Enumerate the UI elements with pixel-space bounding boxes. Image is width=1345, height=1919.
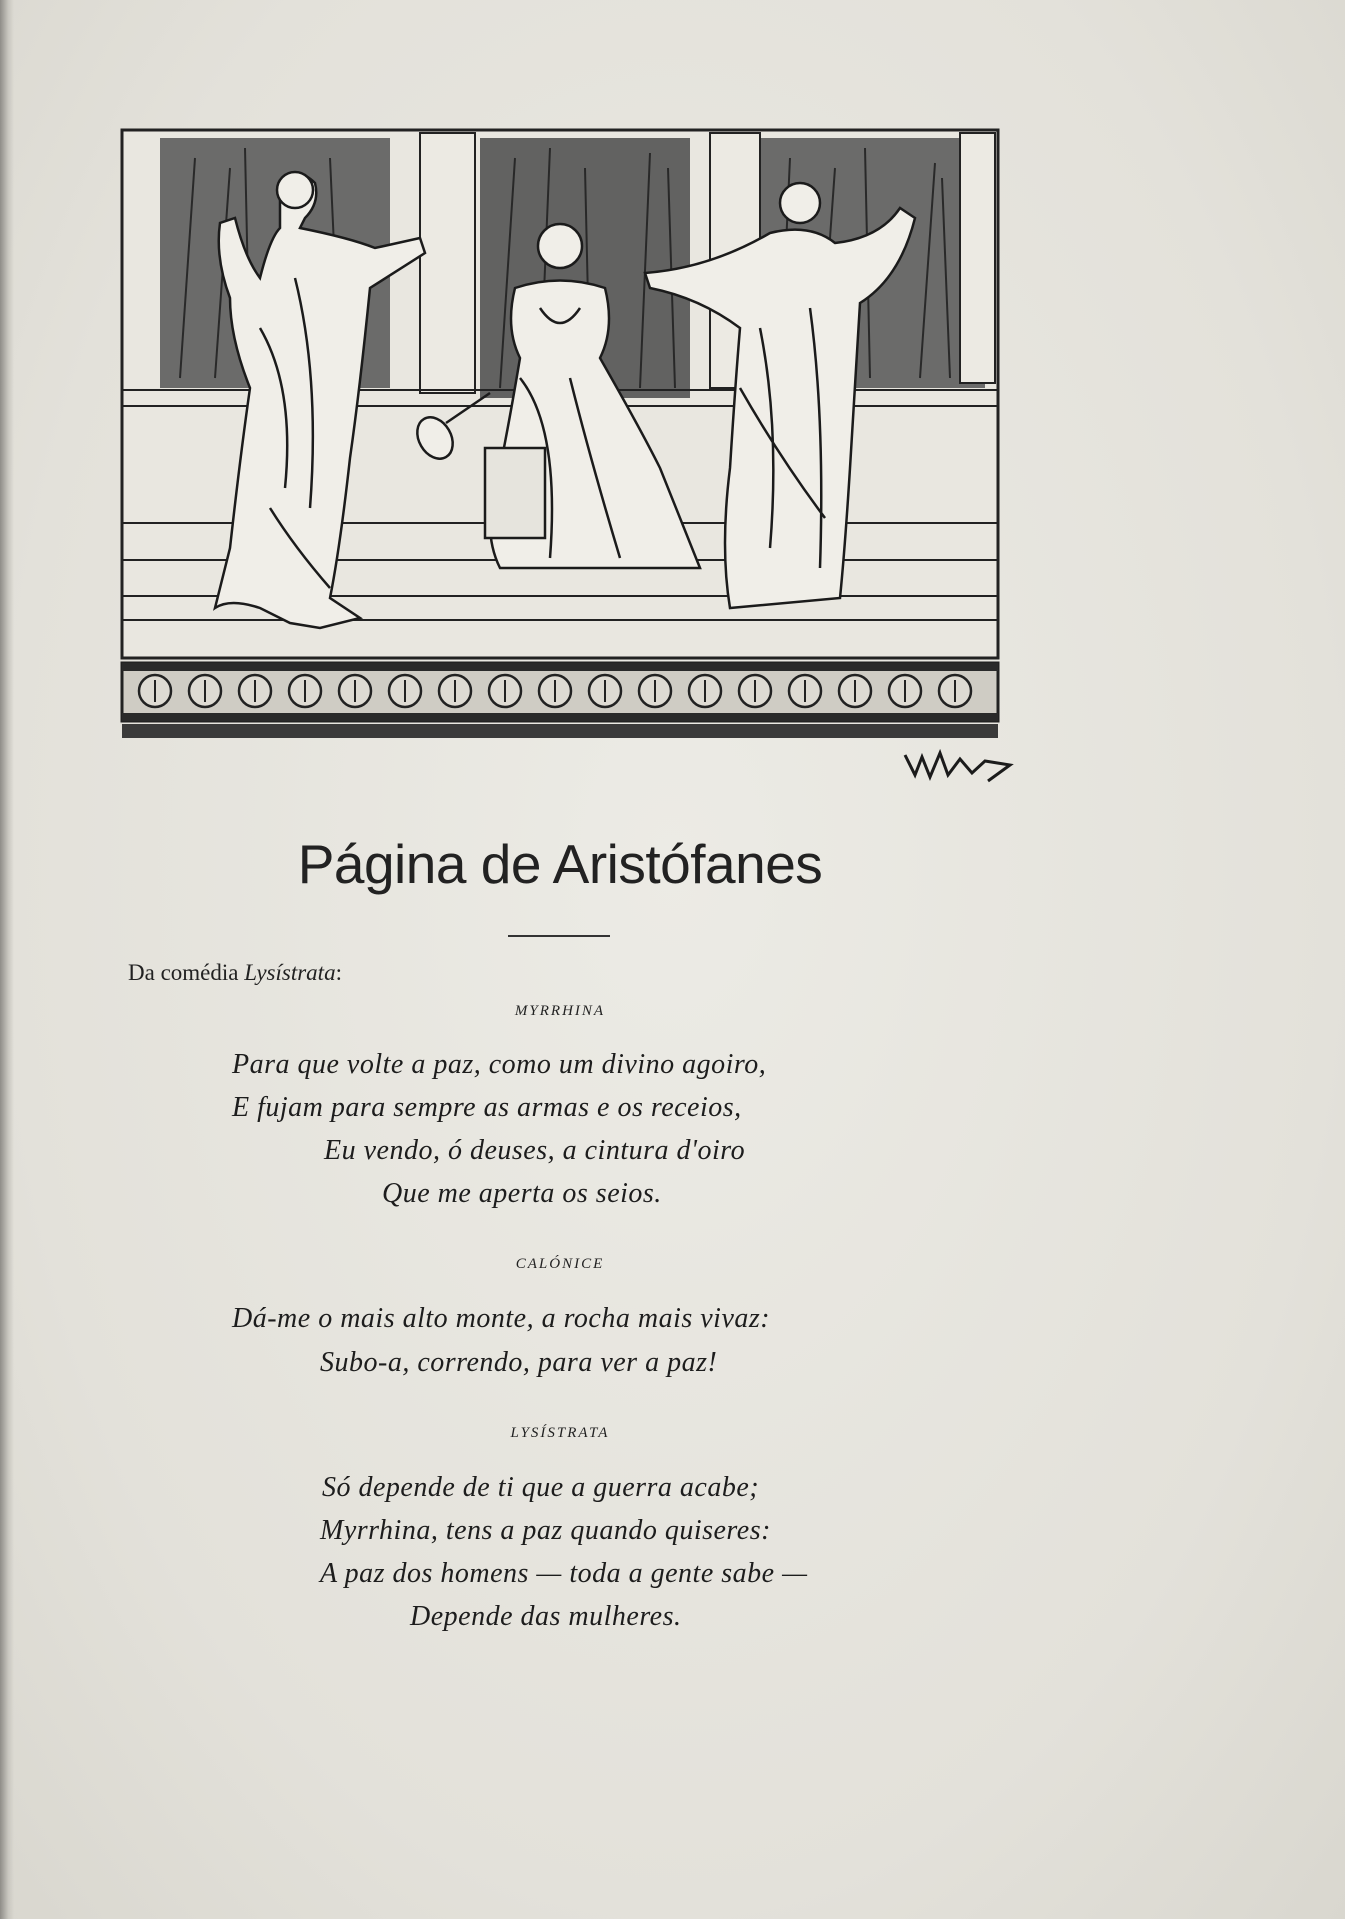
- page-binding-edge: [0, 0, 14, 1919]
- verse-line: Eu vendo, ó deuses, a cintura d'oiro: [324, 1135, 746, 1166]
- speaker-name: LYSÍSTRATA: [510, 1425, 610, 1441]
- verse-line: Depende das mulheres.: [410, 1601, 682, 1632]
- source-suffix: :: [335, 960, 342, 985]
- verse-line: Para que volte a paz, como um divino agoiro,: [232, 1049, 767, 1080]
- verse-line: E fujam para sempre as armas e os receios,: [232, 1092, 742, 1123]
- title-divider: [508, 935, 610, 937]
- page-title: Página de Aristófanes: [297, 833, 823, 895]
- verse-line: Myrrhina, tens a paz quando quiseres:: [320, 1515, 771, 1546]
- verse-line: A paz dos homens — toda a gente sabe —: [320, 1558, 808, 1589]
- artist-signature: [900, 745, 1020, 795]
- verse-line: Só depende de ti que a guerra acabe;: [322, 1472, 760, 1503]
- verse-line: Subo-a, correndo, para ver a paz!: [320, 1347, 718, 1378]
- source-work: Lysístrata: [244, 960, 336, 985]
- verse-line: Que me aperta os seios.: [382, 1178, 662, 1209]
- verse-line: Dá-me o mais alto monte, a rocha mais vivaz:: [232, 1303, 771, 1334]
- speaker-name: CALÓNICE: [515, 1256, 605, 1272]
- source-line: [128, 960, 342, 986]
- source-prefix: Da comédia: [128, 960, 239, 985]
- classical-scene-illustration: [120, 128, 1002, 746]
- speaker-name: MYRRHINA: [514, 1003, 606, 1019]
